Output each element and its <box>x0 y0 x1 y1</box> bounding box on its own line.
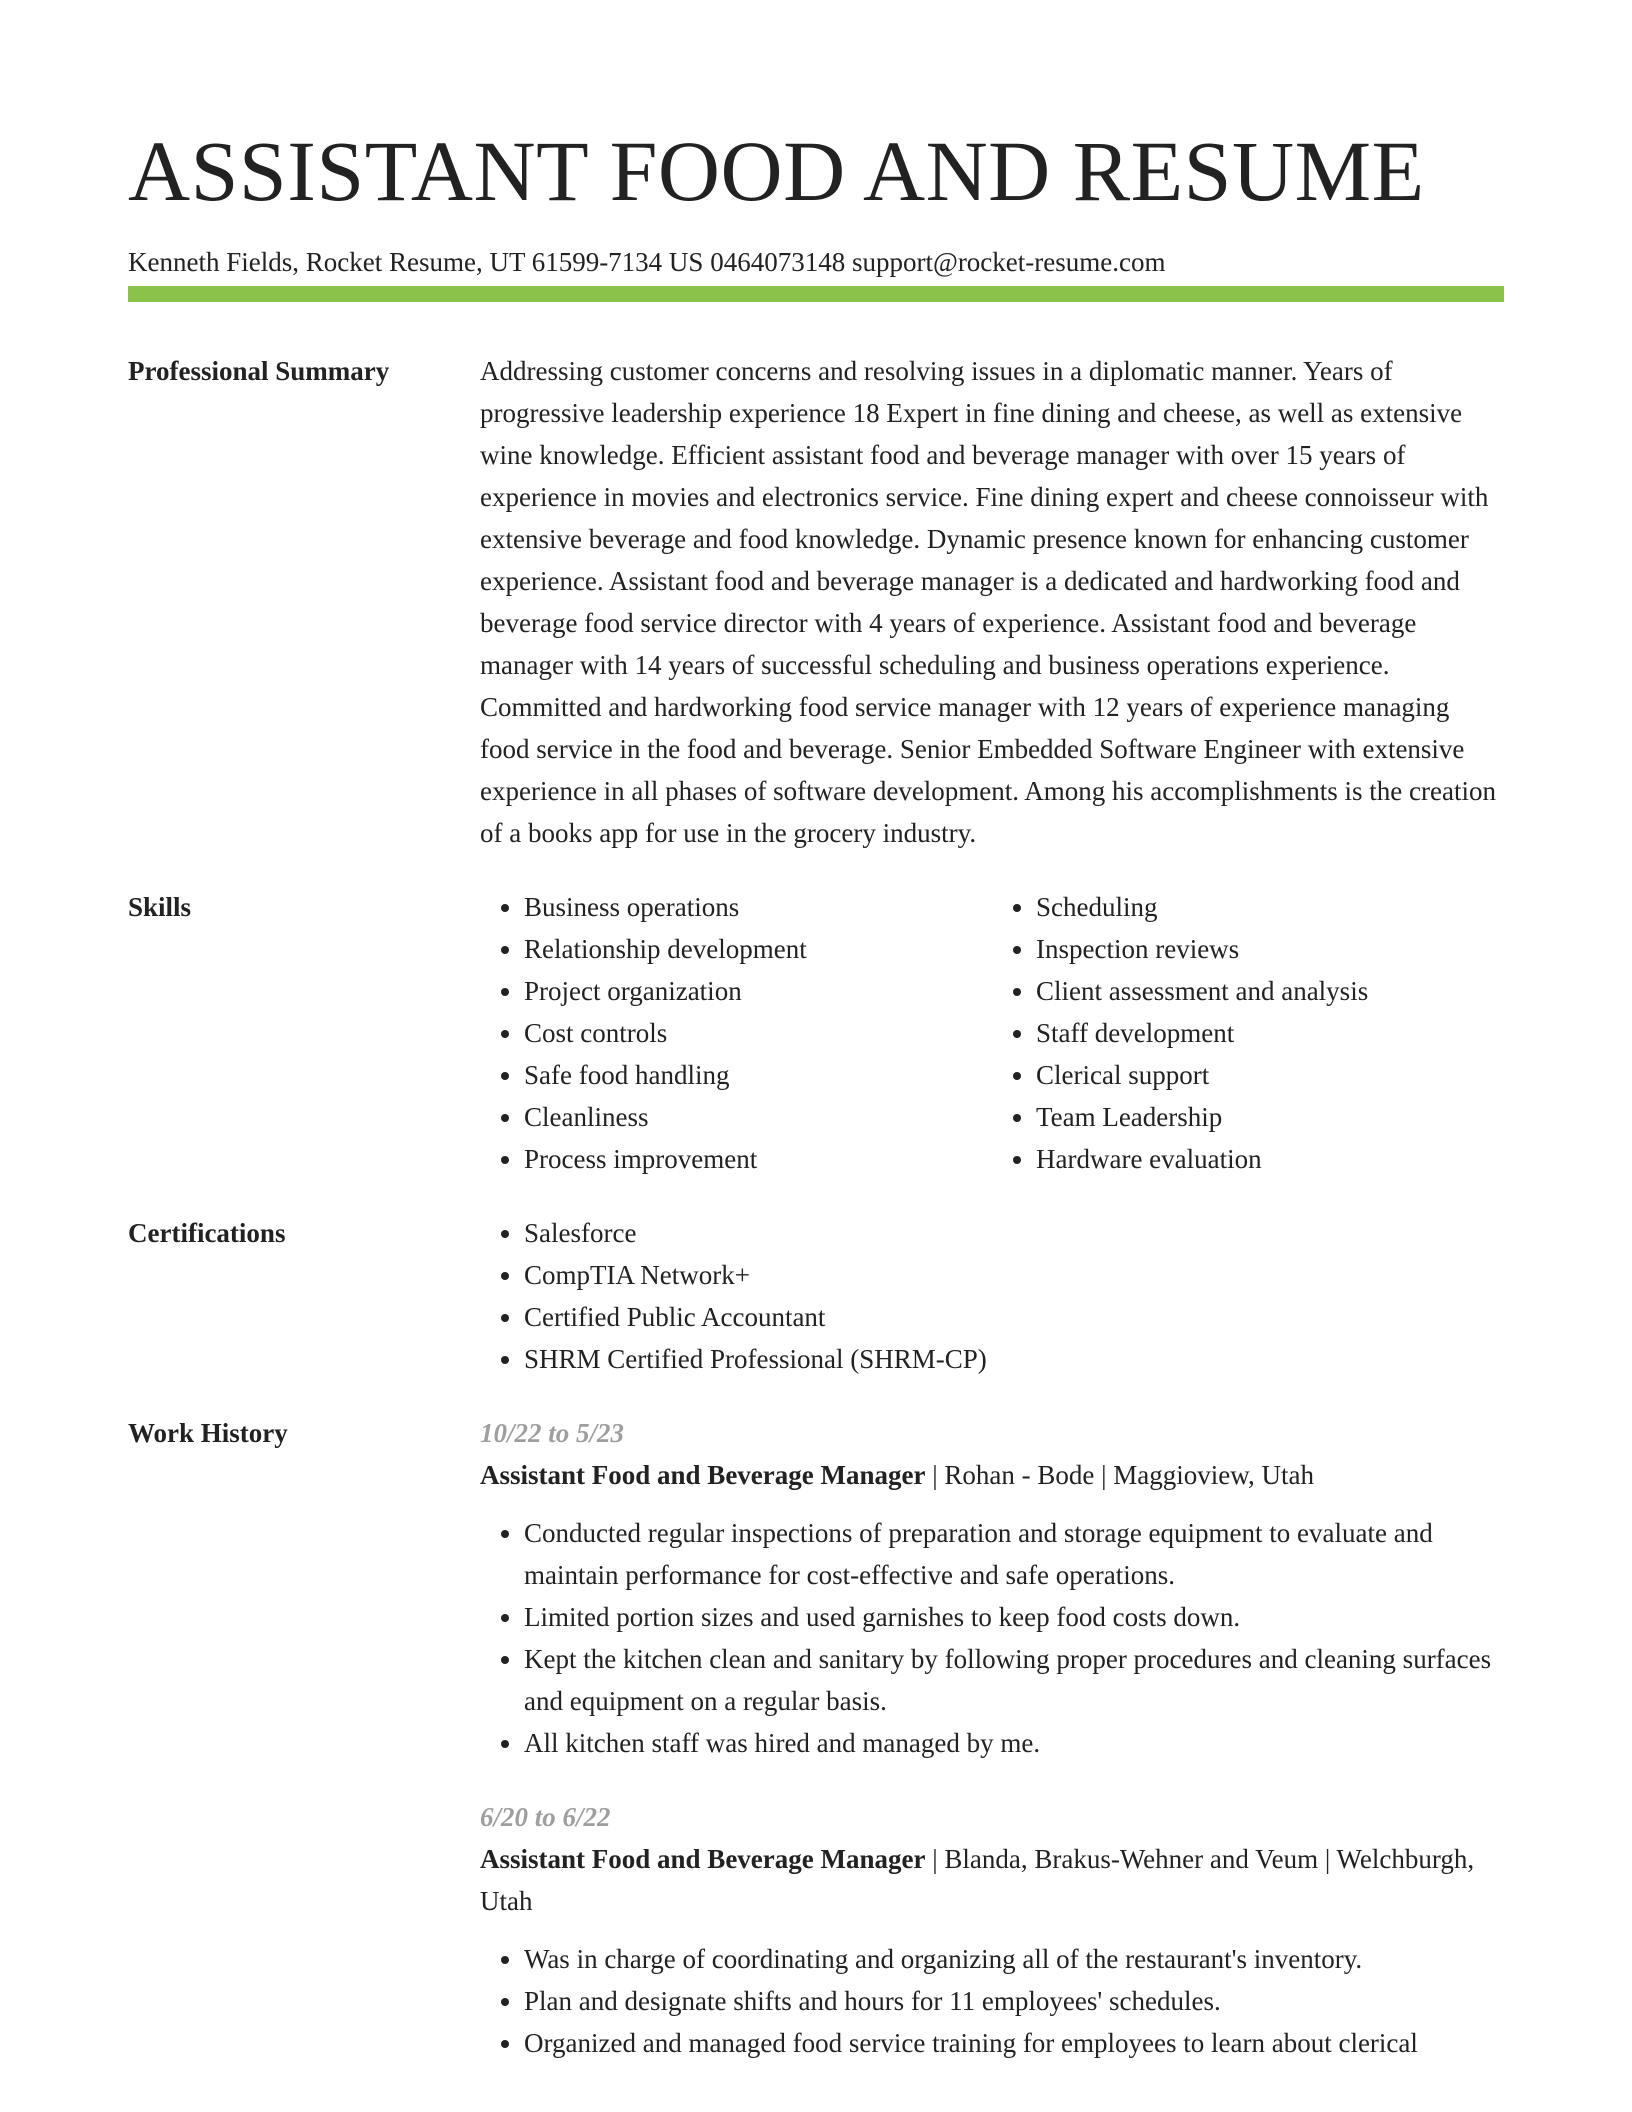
skill-item: • Scheduling <box>1036 886 1504 928</box>
skill-item: • Staff development <box>1036 1012 1504 1054</box>
accent-divider <box>128 286 1504 302</box>
certification-item: • Salesforce <box>524 1212 1504 1254</box>
section-label: Certifications <box>128 1218 286 1248</box>
job-bullet: • All kitchen staff was hired and managed by me. <box>524 1722 1504 1764</box>
section-body <box>480 1412 1504 2064</box>
job-employer-location: | Rohan - Bode | Maggioview, Utah <box>925 1460 1314 1490</box>
skill-item: • Hardware evaluation <box>1036 1138 1504 1180</box>
certifications-list <box>480 1212 1504 1380</box>
job-heading <box>480 1838 1504 1922</box>
skill-item: • Cost controls <box>524 1012 992 1054</box>
job-heading <box>480 1454 1504 1496</box>
section-body <box>480 1212 1504 1380</box>
skill-item: • Clerical support <box>1036 1054 1504 1096</box>
job-entry <box>480 1796 1504 2064</box>
resume-content <box>128 350 1504 2064</box>
job-dates: 6/20 to 6/22 <box>480 1802 611 1832</box>
resume-header <box>128 118 1504 278</box>
section-professional-summary <box>128 350 1504 854</box>
skill-item: • Project organization <box>524 970 992 1012</box>
section-body <box>480 350 1504 854</box>
job-bullet: • Limited portion sizes and used garnishes to keep food costs down. <box>524 1596 1504 1638</box>
certification-item: • SHRM Certified Professional (SHRM-CP) <box>524 1338 1504 1380</box>
skill-item: • Inspection reviews <box>1036 928 1504 970</box>
section-label: Skills <box>128 892 192 922</box>
job-bullet: • Organized and managed food service training for employees to learn about clerical <box>524 2022 1504 2064</box>
skill-item: • Relationship development <box>524 928 992 970</box>
section-work-history <box>128 1412 1504 2064</box>
job-title: Assistant Food and Beverage Manager <box>480 1844 926 1874</box>
summary-text: Addressing customer concerns and resolving issues in a diplomatic manner. Years of progressive leadership experience 18 Expert in fine dining and cheese, as well as extensive wine knowledge. Efficient assistant food and beverage manager with over 15 years of experience in movies and electronics service. Fine dining expert and cheese connoisseur with extensive beverage and food knowledge. Dynamic presence known for enhancing customer experience. Assistant food and beverage manager is a dedicated and hardworking food and beverage food service director with 4 years of experience. Assistant food and beverage manager with 14 years of successful scheduling and business operations experience. Committed and hardworking food service manager with 12 years of experience managing food service in the food and beverage. Senior Embedded Software Engineer with extensive experience in all phases of software development. Among his accomplishments is the creation of a books app for use in the grocery industry. <box>480 356 1496 848</box>
job-bullet: • Conducted regular inspections of preparation and storage equipment to evaluate and maintain performance for cost-effective and safe operations. <box>524 1512 1504 1596</box>
skill-item: • Team Leadership <box>1036 1096 1504 1138</box>
skills-list-right <box>992 886 1504 1180</box>
section-label: Professional Summary <box>128 356 390 386</box>
skill-item: • Client assessment and analysis <box>1036 970 1504 1012</box>
job-entry <box>480 1412 1504 1764</box>
job-bullets <box>480 1938 1504 2064</box>
job-employer-location: | Blanda, Brakus-Wehner and Veum | Welchburgh, Utah <box>480 1844 1475 1916</box>
skills-columns <box>480 886 1504 1180</box>
skill-item: • Process improvement <box>524 1138 992 1180</box>
job-title: Assistant Food and Beverage Manager <box>480 1460 926 1490</box>
job-bullets <box>480 1512 1504 1764</box>
section-skills <box>128 886 1504 1180</box>
job-bullet: • Plan and designate shifts and hours for 11 employees' schedules. <box>524 1980 1504 2022</box>
skill-item: • Cleanliness <box>524 1096 992 1138</box>
section-label: Work History <box>128 1418 288 1448</box>
certification-item: • CompTIA Network+ <box>524 1254 1504 1296</box>
section-certifications <box>128 1212 1504 1380</box>
job-dates: 10/22 to 5/23 <box>480 1418 625 1448</box>
skills-list-left <box>480 886 992 1180</box>
job-bullet: • Kept the kitchen clean and sanitary by following proper procedures and cleaning surfaces and equipment on a regular basis. <box>524 1638 1504 1722</box>
skill-item: • Safe food handling <box>524 1054 992 1096</box>
contact-line: Kenneth Fields, Rocket Resume, UT 61599-7134 US 0464073148 support@rocket-resume.com <box>128 247 1166 277</box>
job-bullet: • Was in charge of coordinating and organizing all of the restaurant's inventory. <box>524 1938 1504 1980</box>
skill-item: • Business operations <box>524 886 992 928</box>
resume-title: ASSISTANT FOOD AND RESUME <box>128 123 1425 219</box>
certification-item: • Certified Public Accountant <box>524 1296 1504 1338</box>
